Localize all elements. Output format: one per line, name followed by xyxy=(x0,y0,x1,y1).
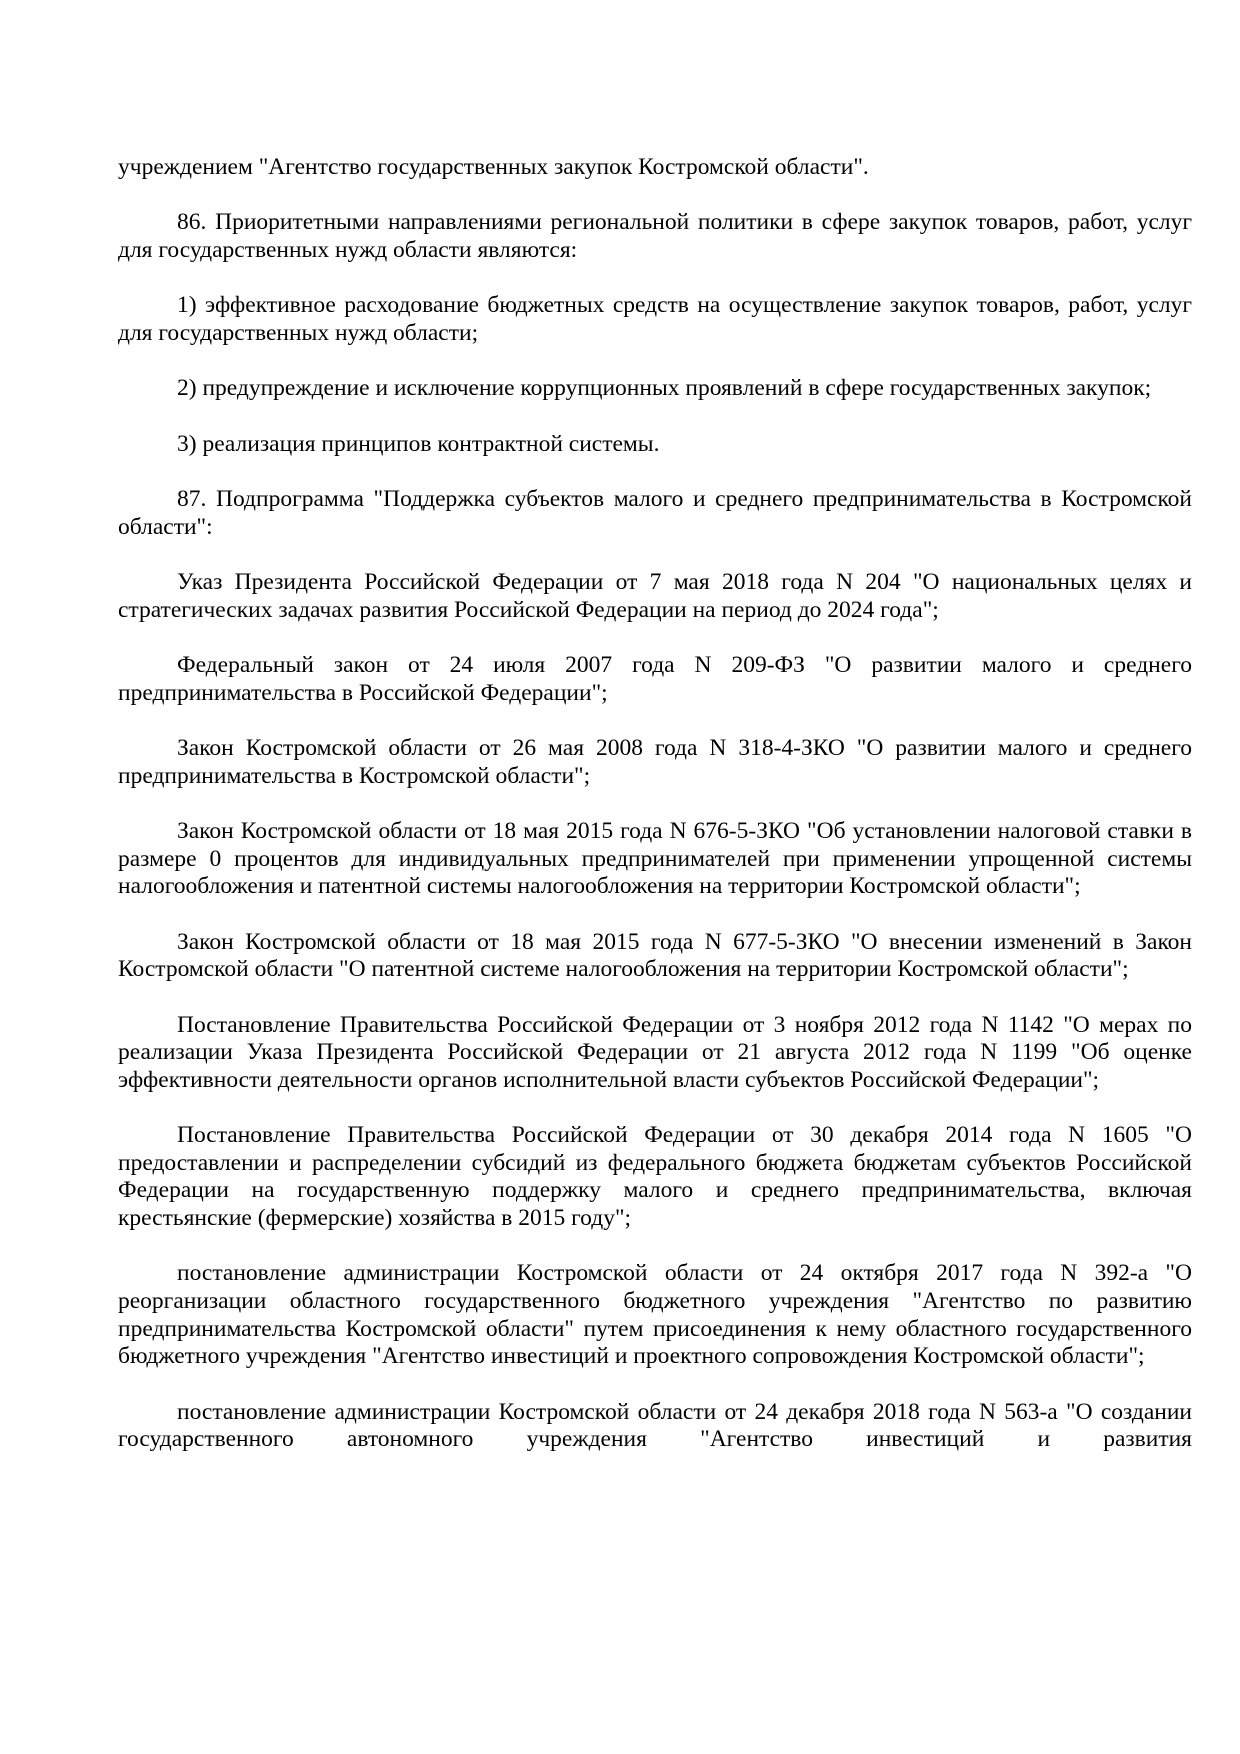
legal-reference: Постановление Правительства Российской Федерации от 30 декабря 2014 года N 1605 "О предоставлении и распределении субсидий из федерального бюджета бюджетам субъектов Российской Федерации на государственную поддержку малого и среднего предпринимательства, включая крестьянские (фермерские) хозяйства в 2015 году"; xyxy=(118,1122,1192,1231)
list-item-3: 3) реализация принципов контрактной системы. xyxy=(177,430,660,457)
legal-reference: Закон Костромской области от 26 мая 2008 года N 318-4-ЗКО "О развитии малого и среднего предпринимательства в Костромской области"; xyxy=(118,735,1192,789)
document-page xyxy=(118,154,1192,1482)
legal-reference: Закон Костромской области от 18 мая 2015 года N 676-5-ЗКО "Об установлении налоговой ставки в размере 0 процентов для индивидуальных предпринимателей при применении упрощенной системы налогообложения и патентной системы налогообложения на территории Костромской области"; xyxy=(118,818,1192,900)
legal-reference: Закон Костромской области от 18 мая 2015 года N 677-5-ЗКО "О внесении изменений в Закон Костромской области "О патентной системе налогообложения на территории Костромской области"; xyxy=(118,928,1192,983)
legal-reference: Федеральный закон от 24 июля 2007 года N 209-ФЗ "О развитии малого и среднего предпринимательства в Российской Федерации"; xyxy=(118,652,1192,706)
legal-reference: постановление администрации Костромской области от 24 декабря 2018 года N 563-а "О создании государственного автономного учреждения "Агентство инвестиций и развития xyxy=(118,1398,1192,1453)
paragraph-continuation: учреждением "Агентство государственных закупок Костромской области". xyxy=(118,154,869,180)
paragraph-87: 87. Подпрограмма "Поддержка субъектов малого и среднего предпринимательства в Костромской области": xyxy=(118,486,1192,540)
paragraph-86: 86. Приоритетными направлениями региональной политики в сфере закупок товаров, работ, услуг для государственных нужд области являются: xyxy=(118,209,1192,263)
list-item-2: 2) предупреждение и исключение коррупционных проявлений в сфере государственных закупок; xyxy=(177,375,1152,402)
legal-reference: постановление администрации Костромской области от 24 октября 2017 года N 392-а "О реорганизации областного государственного бюджетного учреждения "Агентство по развитию предпринимательства Костромской области" путем присоединения к нему областного государственного бюджетного учреждения "Агентство инвестиций и проектного сопровождения Костромской области"; xyxy=(118,1260,1192,1370)
legal-reference: Указ Президента Российской Федерации от 7 мая 2018 года N 204 "О национальных целях и стратегических задачах развития Российской Федерации на период до 2024 года"; xyxy=(118,569,1192,623)
list-item-1: 1) эффективное расходование бюджетных средств на осуществление закупок товаров, работ, услуг для государственных нужд области; xyxy=(118,292,1192,346)
legal-reference: Постановление Правительства Российской Федерации от 3 ноября 2012 года N 1142 "О мерах по реализации Указа Президента Российской Федерации от 21 августа 2012 года N 1199 "Об оценке эффективности деятельности органов исполнительной власти субъектов Российской Федерации"; xyxy=(118,1011,1192,1093)
